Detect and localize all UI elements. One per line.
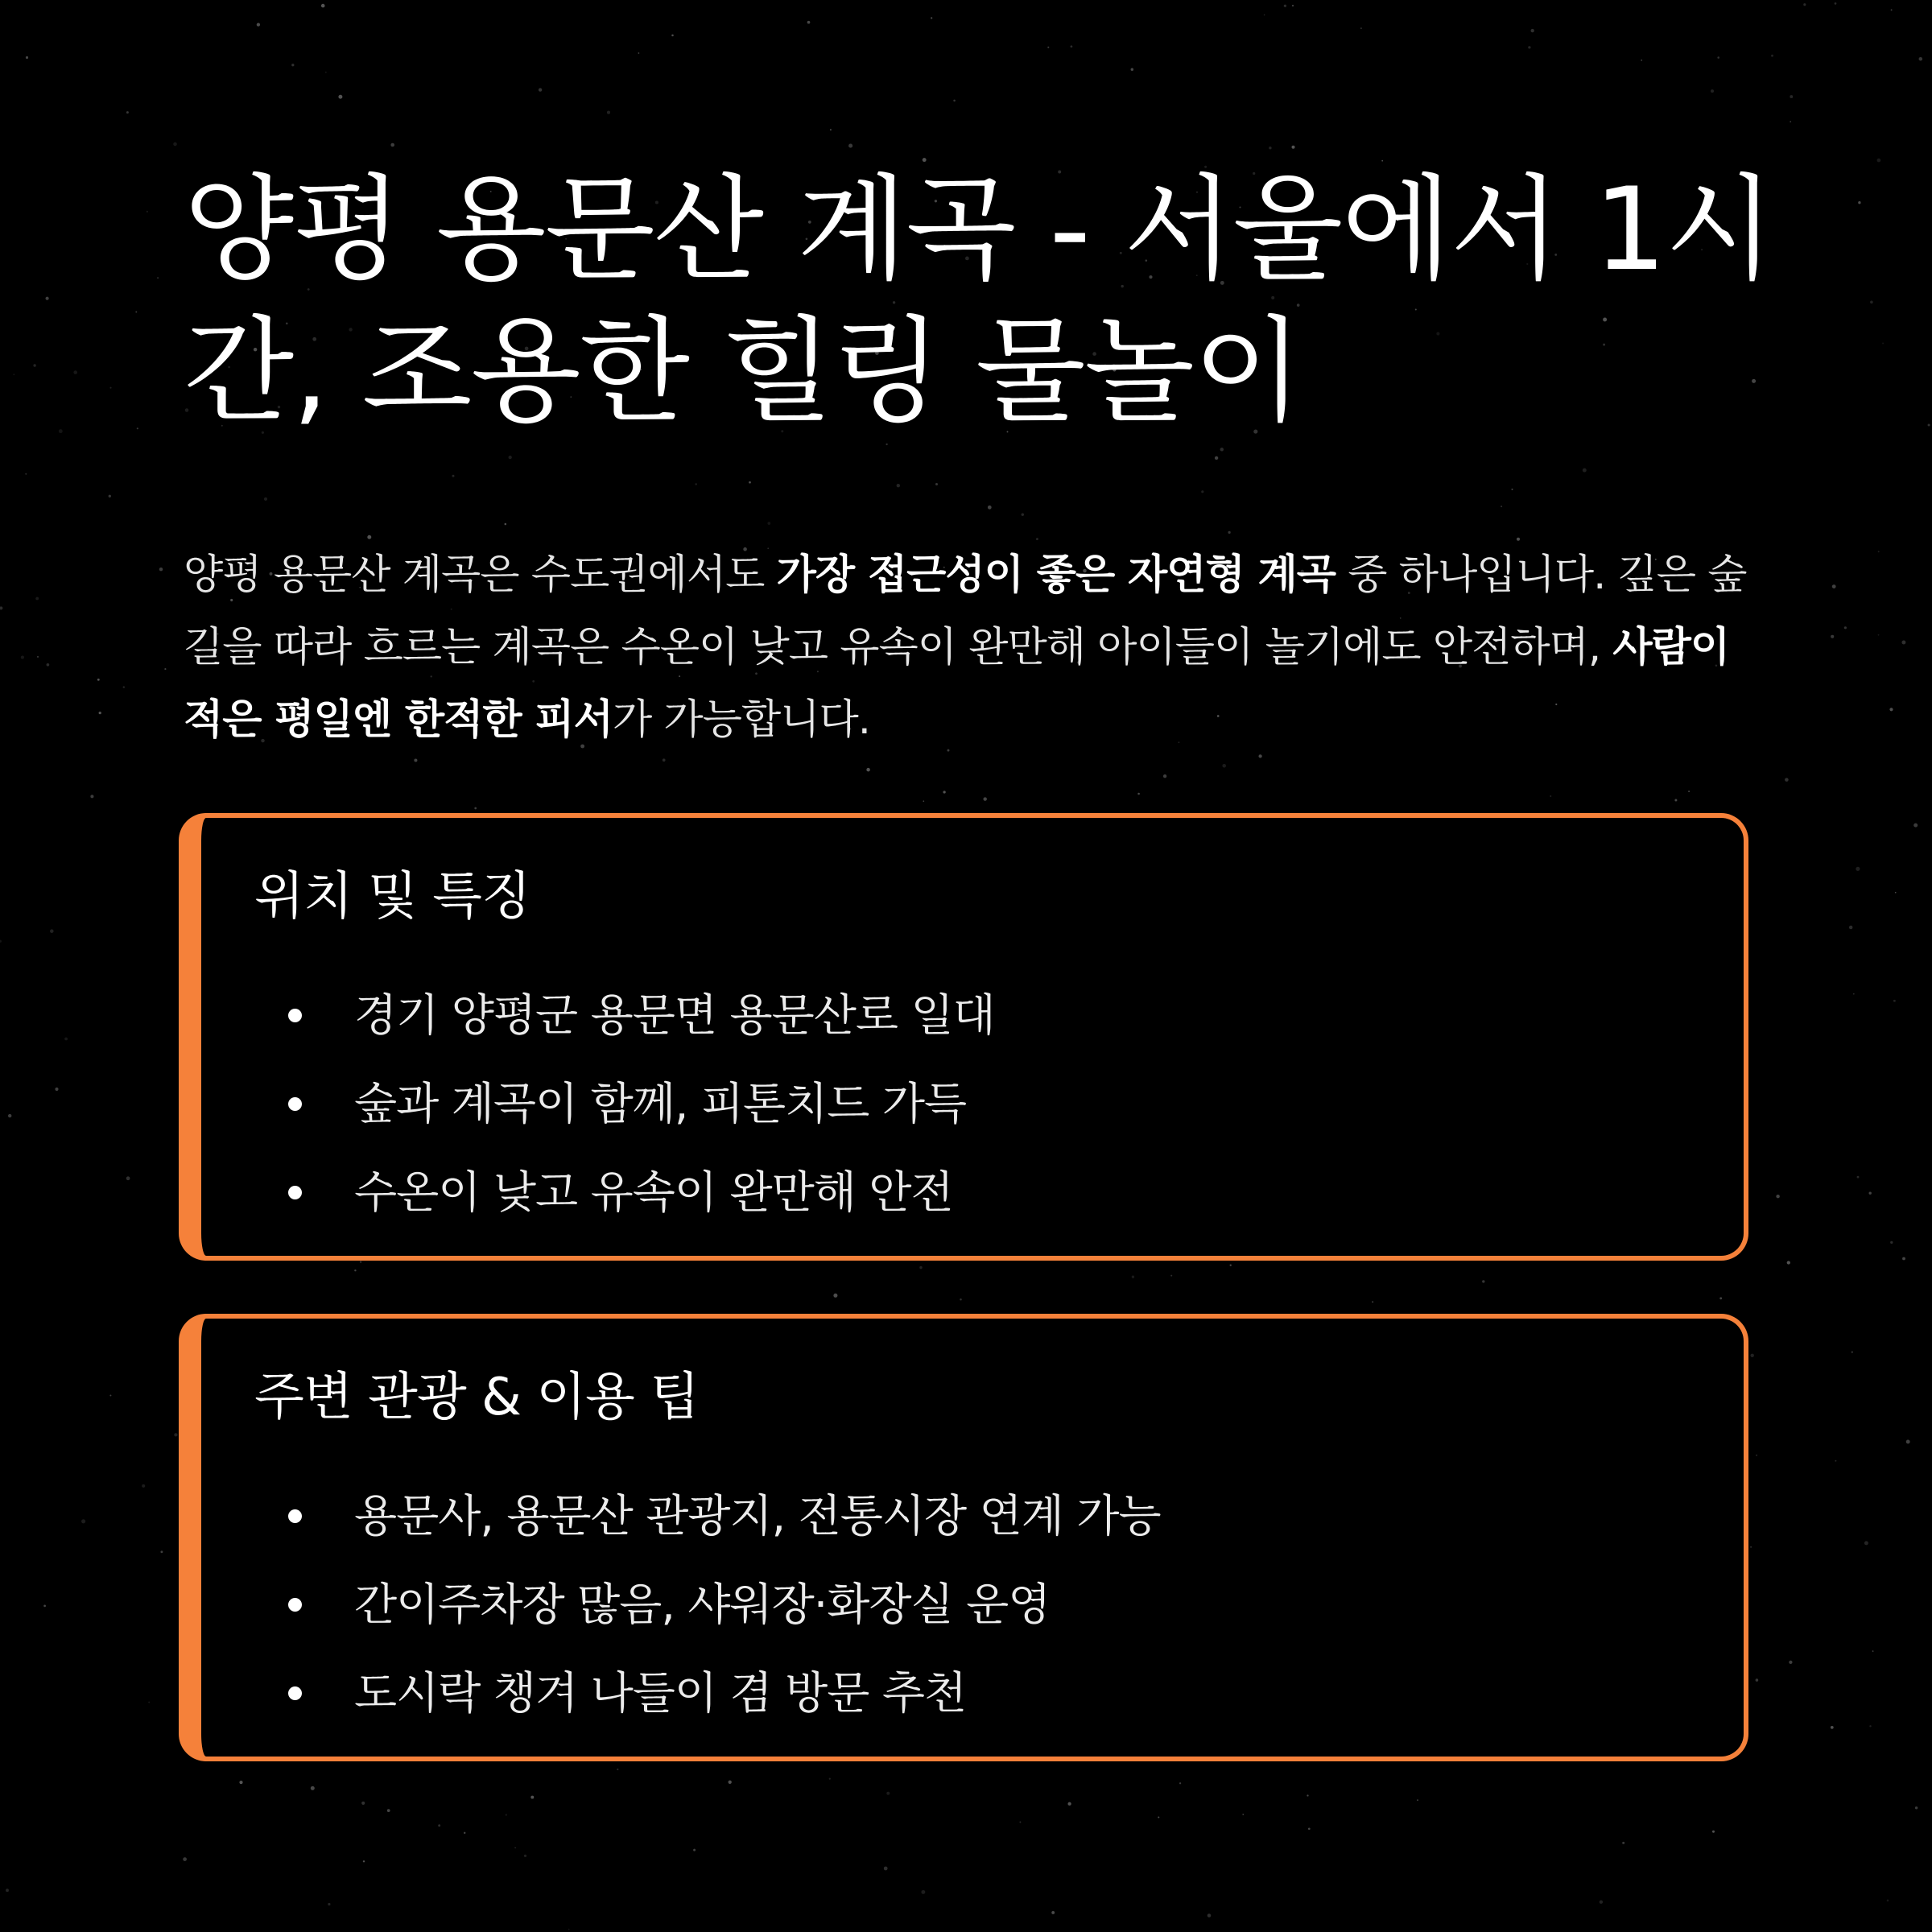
star-speck <box>1878 634 1880 636</box>
star-speck <box>1179 1782 1181 1784</box>
star-speck <box>1787 1261 1790 1264</box>
star-speck <box>1906 1440 1910 1444</box>
star-speck <box>524 1855 526 1857</box>
list-item-text: 숲과 계곡이 함께, 피톤치드 가득 <box>354 1078 967 1129</box>
list-item <box>288 1472 1161 1560</box>
star-speck <box>1022 514 1024 516</box>
star-speck <box>1711 89 1714 93</box>
star-speck <box>829 1778 831 1780</box>
star-speck <box>126 111 129 114</box>
star-speck <box>1928 423 1930 426</box>
star-speck <box>99 712 101 714</box>
star-speck <box>1550 795 1551 797</box>
star-speck <box>452 475 455 477</box>
star-speck <box>1264 14 1265 16</box>
star-speck <box>1531 29 1534 32</box>
star-speck <box>1308 1827 1311 1830</box>
star-speck <box>886 444 887 445</box>
star-speck <box>157 277 159 279</box>
star-speck <box>514 1847 516 1849</box>
star-speck <box>1417 1799 1418 1801</box>
star-speck <box>123 686 125 687</box>
star-speck <box>1071 45 1073 47</box>
star-speck <box>1360 27 1362 29</box>
star-speck <box>1776 1195 1779 1198</box>
star-speck <box>6 1889 9 1892</box>
star-speck <box>1869 1725 1871 1727</box>
star-speck <box>1870 300 1873 303</box>
star-speck <box>33 364 35 366</box>
star-speck <box>1790 95 1793 98</box>
bullet-icon <box>288 1186 302 1199</box>
star-speck <box>474 807 477 810</box>
star-speck <box>43 1605 46 1608</box>
star-speck <box>135 312 137 313</box>
star-speck <box>1131 68 1134 72</box>
star-speck <box>1887 1900 1889 1902</box>
star-speck <box>174 1433 177 1436</box>
star-speck <box>1641 60 1642 61</box>
star-speck <box>1137 793 1140 795</box>
star-speck <box>1901 641 1905 645</box>
star-speck <box>81 1519 85 1523</box>
card-title: 주변 관광 & 이용 팁 <box>254 1368 700 1427</box>
list-item-text: 수온이 낮고 유속이 완만해 안전 <box>354 1166 953 1218</box>
star-speck <box>1132 1276 1134 1278</box>
star-speck <box>1482 1280 1484 1282</box>
star-speck <box>983 797 986 800</box>
star-speck <box>1831 1726 1834 1729</box>
location-features-card <box>179 813 1748 1261</box>
star-speck <box>953 100 956 102</box>
star-speck <box>1849 926 1852 929</box>
star-speck <box>1622 1842 1624 1844</box>
star-speck <box>90 795 93 798</box>
star-speck <box>1292 5 1294 6</box>
star-speck <box>1242 1814 1244 1815</box>
star-speck <box>1047 47 1049 48</box>
star-speck <box>1915 1806 1918 1809</box>
star-speck <box>109 387 111 389</box>
card-title: 위치 및 특징 <box>254 867 530 927</box>
intro-text-1: 양평 용문산 계곡은 수도권에서도 <box>184 551 777 599</box>
star-speck <box>361 1802 365 1805</box>
star-speck <box>1853 993 1855 995</box>
star-speck <box>897 484 900 487</box>
star-speck <box>749 481 751 484</box>
star-speck <box>1717 56 1719 59</box>
star-speck <box>387 1809 390 1812</box>
star-speck <box>1067 1802 1071 1806</box>
star-speck <box>1882 342 1884 344</box>
star-speck <box>109 1394 111 1396</box>
star-speck <box>164 668 166 670</box>
star-speck <box>807 21 811 24</box>
star-speck <box>886 1792 890 1795</box>
star-speck <box>1511 489 1513 490</box>
star-speck <box>1163 774 1166 778</box>
star-speck <box>866 768 870 772</box>
star-speck <box>830 129 832 130</box>
star-speck <box>46 297 49 300</box>
star-speck <box>943 791 945 793</box>
star-speck <box>35 597 39 601</box>
star-speck <box>1891 9 1893 10</box>
star-speck <box>539 88 542 91</box>
star-speck <box>59 429 63 433</box>
tourism-tips-card <box>179 1314 1748 1761</box>
list-item-text: 경기 양평군 용문면 용문산로 일대 <box>354 989 995 1041</box>
intro-paragraph <box>184 539 1769 757</box>
star-speck <box>1674 799 1677 802</box>
star-speck <box>663 758 666 762</box>
star-speck <box>25 473 27 475</box>
star-speck <box>438 1824 440 1827</box>
star-speck <box>1893 1000 1896 1002</box>
star-speck <box>1756 1678 1759 1682</box>
star-speck <box>1158 1816 1159 1818</box>
intro-text-2: 중 하나입니다. 깊은 숲길을 따라 흐르는 계곡은 수온이 낮고 유속이 완만해 아이들이 놀기에도 안전하며, <box>184 551 1747 671</box>
star-speck <box>1688 791 1690 792</box>
star-speck <box>1501 506 1502 507</box>
star-speck <box>26 56 28 59</box>
star-speck <box>291 64 294 66</box>
star-speck <box>160 1550 163 1553</box>
star-speck <box>1750 1354 1753 1357</box>
star-speck <box>1222 764 1226 768</box>
list-item <box>288 1649 1161 1737</box>
star-speck <box>37 656 39 658</box>
star-speck <box>1803 3 1806 6</box>
star-speck <box>8 1114 11 1117</box>
star-speck <box>1832 584 1836 588</box>
star-speck <box>1831 635 1834 638</box>
star-speck <box>1844 626 1847 629</box>
star-speck <box>1750 1546 1752 1548</box>
star-speck <box>64 1038 68 1041</box>
star-speck <box>328 1903 330 1905</box>
star-speck <box>921 1890 925 1894</box>
bullet-icon <box>288 1686 302 1700</box>
star-speck <box>1877 159 1881 163</box>
star-speck <box>47 663 50 667</box>
star-speck <box>1719 1297 1722 1299</box>
star-speck <box>923 800 924 802</box>
star-speck <box>21 656 24 659</box>
bullet-icon <box>288 1009 302 1022</box>
star-speck <box>617 1769 618 1770</box>
star-speck <box>1600 1901 1603 1904</box>
star-speck <box>321 4 325 8</box>
list-item-text: 간이주차장 많음, 샤워장·화장실 운영 <box>354 1579 1051 1630</box>
star-speck <box>159 568 163 571</box>
star-speck <box>729 1781 732 1784</box>
list-item <box>288 1148 995 1236</box>
star-speck <box>1902 1257 1905 1261</box>
list-item-text: 용문사, 용문산 관광지, 전통시장 연계 가능 <box>354 1490 1161 1542</box>
star-speck <box>767 522 770 525</box>
star-speck <box>1051 1911 1055 1914</box>
star-speck <box>1170 1275 1172 1277</box>
star-speck <box>505 523 507 526</box>
star-speck <box>1856 867 1860 871</box>
star-speck <box>1220 448 1224 451</box>
star-speck <box>126 1176 130 1180</box>
star-speck <box>1785 778 1789 782</box>
star-speck <box>1583 469 1587 473</box>
star-speck <box>960 1298 962 1301</box>
star-speck <box>671 35 674 37</box>
star-speck <box>1201 490 1203 493</box>
star-speck <box>1919 57 1923 61</box>
star-speck <box>884 1867 888 1871</box>
star-speck <box>414 758 417 762</box>
star-speck <box>148 1702 150 1703</box>
star-speck <box>931 17 932 19</box>
star-speck <box>1291 146 1294 149</box>
star-speck <box>1864 1541 1868 1545</box>
list-item-text: 도시락 챙겨 나들이 겸 방문 추천 <box>354 1667 967 1719</box>
list-item <box>288 971 995 1059</box>
star-speck <box>1756 1455 1757 1456</box>
star-speck <box>13 374 14 375</box>
star-speck <box>1835 1460 1836 1462</box>
card-list <box>288 1472 1161 1737</box>
star-speck <box>693 1849 696 1852</box>
star-speck <box>325 72 327 73</box>
intro-highlight-2: 사람이 적은 평일엔 한적한 피서 <box>184 624 1730 744</box>
star-speck <box>833 1294 837 1298</box>
star-speck <box>695 483 696 485</box>
star-speck <box>1215 456 1218 460</box>
star-speck <box>506 1814 507 1815</box>
star-speck <box>1835 2 1837 5</box>
bullet-icon <box>288 1097 302 1111</box>
star-speck <box>55 1088 58 1091</box>
star-speck <box>1372 1301 1373 1302</box>
card-list <box>288 971 995 1236</box>
star-speck <box>1878 551 1880 552</box>
star-speck <box>1307 1794 1308 1796</box>
star-speck <box>919 1266 922 1269</box>
star-speck <box>109 495 111 497</box>
star-speck <box>1895 892 1897 894</box>
star-speck <box>1872 1650 1874 1652</box>
bullet-icon <box>288 1509 302 1523</box>
star-speck <box>935 483 938 485</box>
star-speck <box>147 211 148 213</box>
star-speck <box>50 929 54 933</box>
star-speck <box>173 142 177 147</box>
star-speck <box>338 95 342 99</box>
star-speck <box>1208 1913 1212 1918</box>
star-speck <box>568 1929 570 1930</box>
star-speck <box>1284 5 1286 7</box>
star-speck <box>360 1261 361 1262</box>
list-item <box>288 1560 1161 1649</box>
star-speck <box>1528 46 1530 48</box>
star-speck <box>264 497 267 501</box>
intro-text-3: 가 가능합니다. <box>612 696 870 744</box>
star-speck <box>239 1781 242 1784</box>
star-speck <box>97 679 100 681</box>
star-speck <box>1852 1351 1853 1352</box>
star-speck <box>367 535 371 539</box>
star-speck <box>464 1832 465 1834</box>
star-speck <box>848 144 852 148</box>
star-speck <box>1913 824 1918 828</box>
star-speck <box>1771 55 1773 57</box>
star-speck <box>137 427 138 429</box>
intro-highlight-1: 가장 접근성이 좋은 자연형 계곡 <box>776 551 1336 599</box>
star-speck <box>363 1860 365 1862</box>
star-speck <box>354 1269 356 1271</box>
star-speck <box>1890 1241 1893 1244</box>
star-speck <box>1269 147 1271 149</box>
star-speck <box>607 111 610 114</box>
star-speck <box>1790 121 1791 122</box>
star-speck <box>142 1484 145 1488</box>
star-speck <box>0 940 2 943</box>
star-speck <box>1228 531 1230 534</box>
star-speck <box>0 606 2 609</box>
star-speck <box>1889 708 1893 711</box>
star-speck <box>1869 1192 1872 1195</box>
star-speck <box>1858 201 1860 204</box>
star-speck <box>311 1786 315 1790</box>
star-speck <box>73 370 77 374</box>
star-speck <box>257 23 260 26</box>
bullet-icon <box>288 1598 302 1612</box>
star-speck <box>638 52 639 54</box>
star-speck <box>1857 1176 1860 1179</box>
star-speck <box>390 143 394 147</box>
page-title: 양평 용문산 계곡 - 서울에서 1시간, 조용한 힐링 물놀이 <box>184 163 1774 438</box>
list-item <box>288 1059 995 1148</box>
star-speck <box>509 456 512 459</box>
star-speck <box>988 506 992 510</box>
star-speck <box>183 1857 187 1861</box>
star-speck <box>1019 1822 1021 1823</box>
star-speck <box>1789 1661 1792 1664</box>
star-speck <box>530 1796 534 1799</box>
star-speck <box>1230 1265 1232 1266</box>
star-speck <box>1712 1831 1715 1833</box>
